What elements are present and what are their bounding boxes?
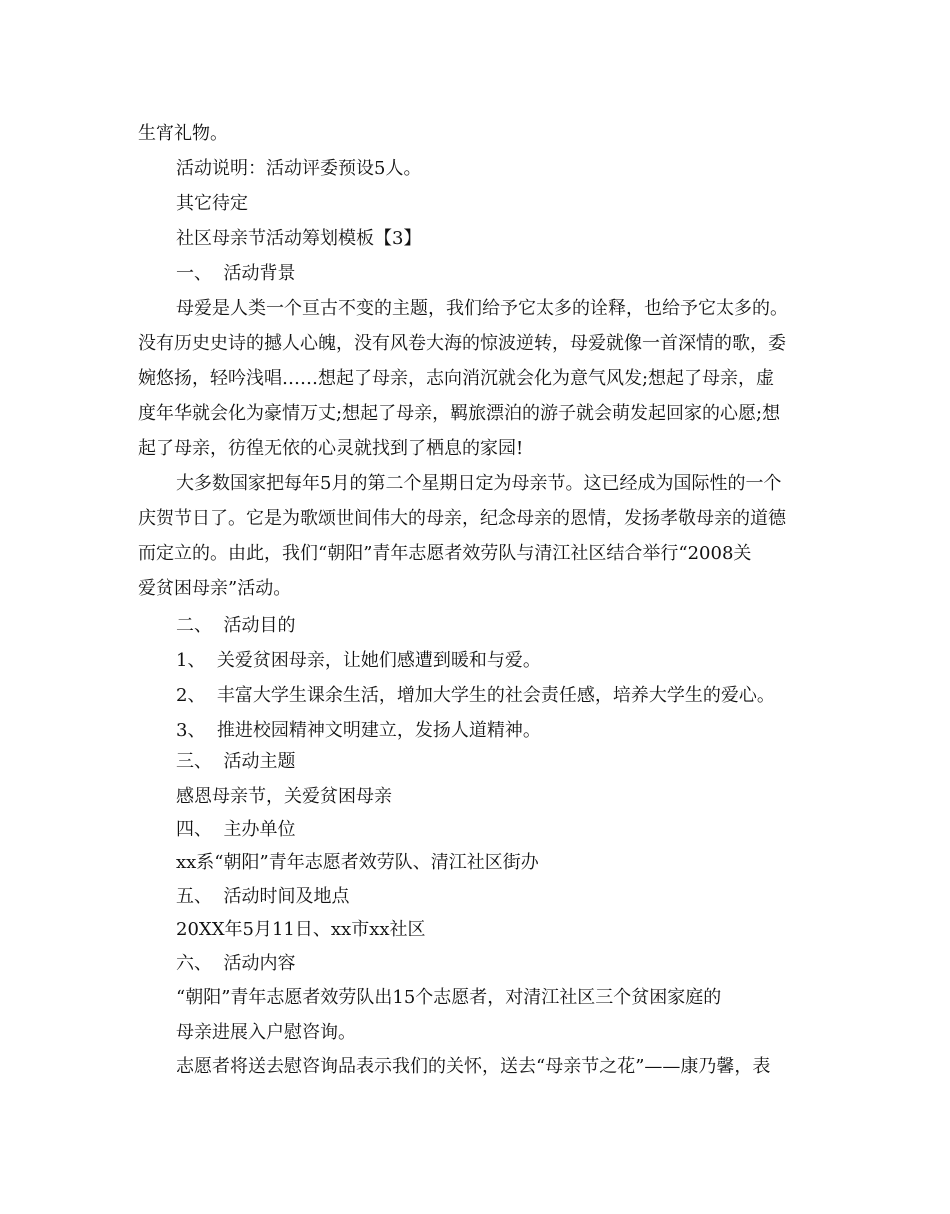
text-line-1: 生宵礼物。 [138, 123, 228, 144]
text-line-9: 度年华就会化为豪情万丈;想起了母亲，羁旅漂泊的游子就会萌发起回家的心愿;想 [138, 403, 781, 424]
text-line-12: 庆贺节日了。它是为歌颂世间伟大的母亲，纪念母亲的恩情，发扬孝敬母亲的道德 [138, 508, 786, 529]
heading-activity-background: 一、 活动背景 [176, 263, 296, 284]
text-line-2: 活动说明：活动评委预设5人。 [176, 158, 422, 179]
text-line-11: 大多数国家把每年5月的第二个星期日定为母亲节。这已经成为国际性的一个 [176, 473, 782, 494]
text-line-6: 母爱是人类一个亘古不变的主题，我们给予它太多的诠释，也给予它太多的。 [176, 298, 788, 319]
section-heading-template-3: 社区母亲节活动筹划模板【3】 [176, 228, 422, 249]
text-line-14: 爱贫困母亲”活动。 [138, 578, 292, 599]
heading-activity-content: 六、 活动内容 [176, 953, 296, 974]
text-line-10: 起了母亲，彷徨无依的心灵就找到了栖息的家园! [138, 438, 524, 459]
text-line-13: 而定立的。由此，我们“朝阳”青年志愿者效劳队与清江社区结合举行“2008关 [138, 543, 752, 564]
purpose-item-2: 2、 丰富大学生课余生活，增加大学生的社会责任感，培养大学生的爱心。 [176, 685, 775, 706]
text-line-24: 20XX年5月11日、xx市xx社区 [176, 919, 426, 940]
text-line-7: 没有历史史诗的撼人心魄，没有风卷大海的惊波逆转，母爱就像一首深情的歌，委 [138, 333, 786, 354]
purpose-item-3: 3、 推进校园精神文明建立，发扬人道精神。 [176, 720, 541, 741]
text-line-26: “朝阳”青年志愿者效劳队出15个志愿者，对清江社区三个贫困家庭的 [176, 987, 722, 1008]
purpose-item-1: 1、 关爱贫困母亲，让她们感遭到暖和与爱。 [176, 650, 541, 671]
text-line-20: 感恩母亲节，关爱贫困母亲 [176, 786, 392, 807]
text-line-22: xx系“朝阳”青年志愿者效劳队、清江社区街办 [176, 852, 539, 873]
heading-activity-theme: 三、 活动主题 [176, 751, 296, 772]
heading-organizer: 四、 主办单位 [176, 819, 296, 840]
text-line-27: 母亲进展入户慰咨询。 [176, 1022, 356, 1043]
text-line-28: 志愿者将送去慰咨询品表示我们的关怀，送去“母亲节之花”——康乃馨，表 [176, 1056, 771, 1077]
heading-time-place: 五、 活动时间及地点 [176, 886, 350, 907]
text-line-8: 婉悠扬，轻吟浅唱……想起了母亲，志向消沉就会化为意气风发;想起了母亲，虚 [138, 368, 775, 389]
text-line-3: 其它待定 [176, 193, 248, 214]
heading-activity-purpose: 二、 活动目的 [176, 615, 296, 636]
